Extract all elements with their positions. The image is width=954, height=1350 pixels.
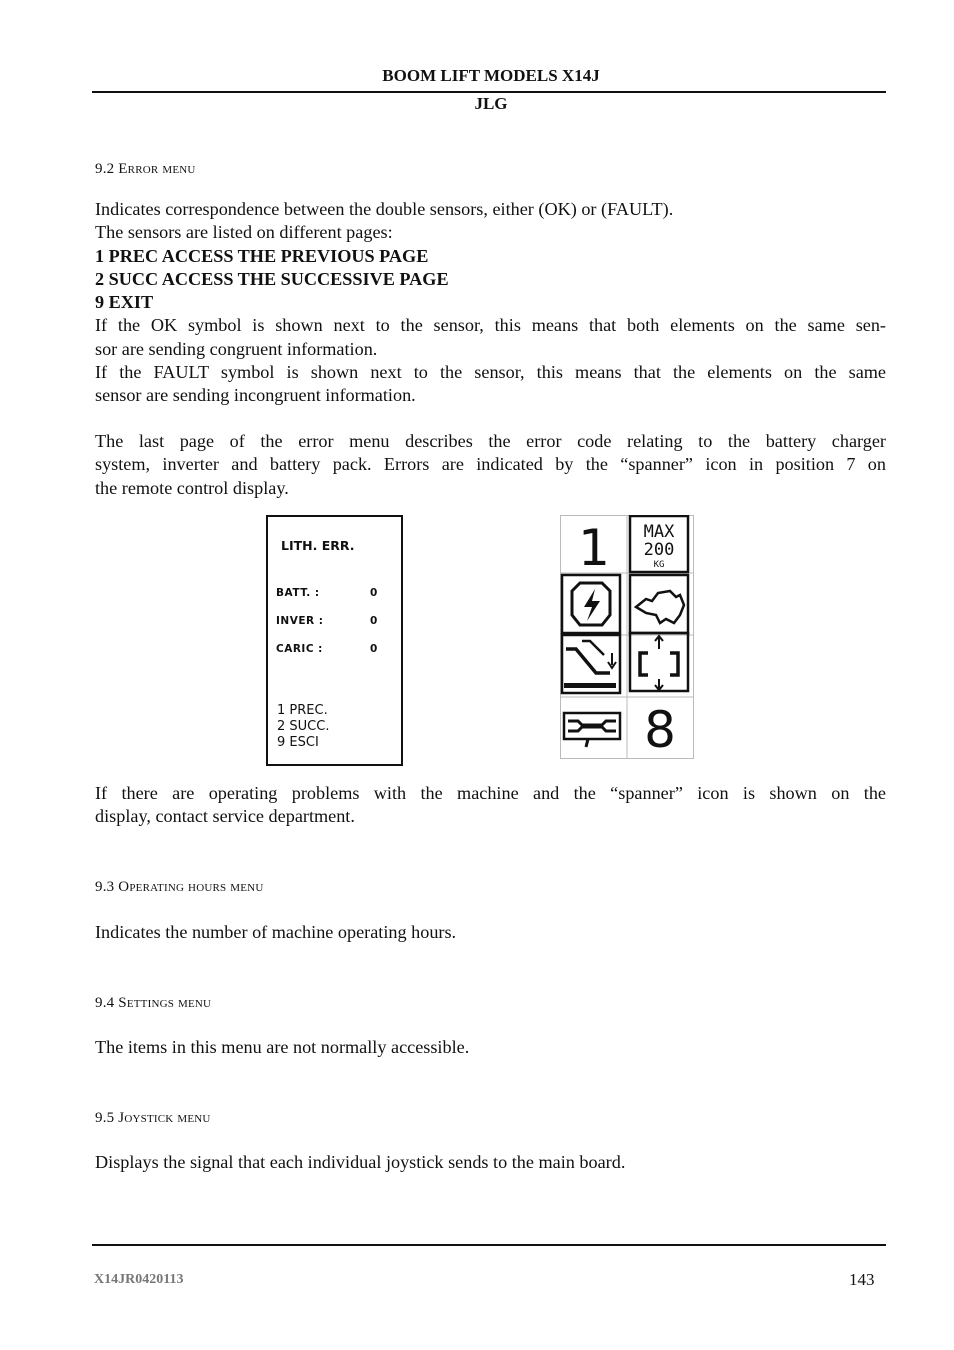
document-title: BOOM LIFT MODELS X14J [382,66,600,85]
position-8-number: 8 [644,701,676,759]
last-page-line-3: the remote control display. [95,477,289,498]
lcd-row-label: BATT. : [276,587,320,599]
section-heading-9-2: 9.2 Error menu [95,161,196,177]
footer-divider [92,1244,886,1246]
lcd-row-value: 0 [370,643,378,655]
lcd-row-label: INVER : [276,615,324,627]
error-menu-intro: Indicates correspondence between the double sensors, either (OK) or (FAULT). [95,199,674,219]
last-page-line-2: system, inverter and battery pack. Errors are indicated by the “spanner” icon in position 7 on [95,454,886,475]
last-page-line-1: The last page of the error menu describes the error code relating to the battery charger [95,431,886,451]
max-unit: KG [653,560,665,570]
error-menu-pages: The sensors are listed on different pages: [95,222,393,243]
error-menu-description [95,198,886,408]
section-heading-9-4: 9.4 Settings menu [95,995,212,1011]
lcd-title: LITH. ERR. [281,538,355,553]
lcd-menu-exit: 9 ESCI [277,735,319,750]
max-label: MAX [643,522,675,542]
lcd-menu-prev: 1 PREC. [277,703,328,718]
ok-symbol-line-1: If the OK symbol is shown next to the sensor, this means that both elements on the same sen- [95,315,886,336]
spanner-icon [564,713,620,747]
spanner-service-note [95,782,886,829]
boom-lower-icon [562,635,620,693]
position-1-number: 1 [578,519,610,577]
fault-symbol-line-2: sensor are sending incongruent information. [95,385,416,406]
option-next-page: 2 SUCC ACCESS THE SUCCESSIVE PAGE [95,268,449,289]
tilt-alarm-icon [630,575,688,633]
section-heading-9-3: 9.3 Operating hours menu [95,879,264,895]
lcd-menu-next: 2 SUCC. [277,719,330,734]
last-page-description [95,430,886,500]
max-weight: 200 [643,540,675,560]
spanner-note-line-1: If there are operating problems with the machine and the “spanner” icon is shown on the [95,783,886,803]
lcd-row-label: CARIC : [276,643,323,655]
fault-symbol-line-1: If the FAULT symbol is shown next to the sensor, this means that the elements on the same [95,362,886,383]
remote-display-icon-panel [560,515,694,759]
lcd-row-value: 0 [370,615,378,627]
option-exit: 9 EXIT [95,292,154,313]
battery-lightning-icon [562,575,620,633]
lithium-error-display [266,515,403,766]
max-load-icon [630,516,688,572]
extension-icon [630,633,688,691]
settings-menu-text: The items in this menu are not normally accessible. [95,1037,470,1057]
ok-symbol-line-2: sor are sending congruent information. [95,338,378,359]
document-code: X14JR0420113 [94,1272,184,1287]
operating-hours-text: Indicates the number of machine operating hours. [95,922,457,942]
section-heading-9-5: 9.5 Joystick menu [95,1110,211,1126]
header-divider [92,91,886,93]
page-number: 143 [849,1270,875,1289]
spanner-note-line-2: display, contact service department. [95,806,355,827]
option-prev-page: 1 PREC ACCESS THE PREVIOUS PAGE [95,245,429,266]
document-brand: JLG [474,94,508,113]
lcd-row-value: 0 [370,587,378,599]
joystick-menu-text: Displays the signal that each individual joystick sends to the main board. [95,1152,626,1172]
